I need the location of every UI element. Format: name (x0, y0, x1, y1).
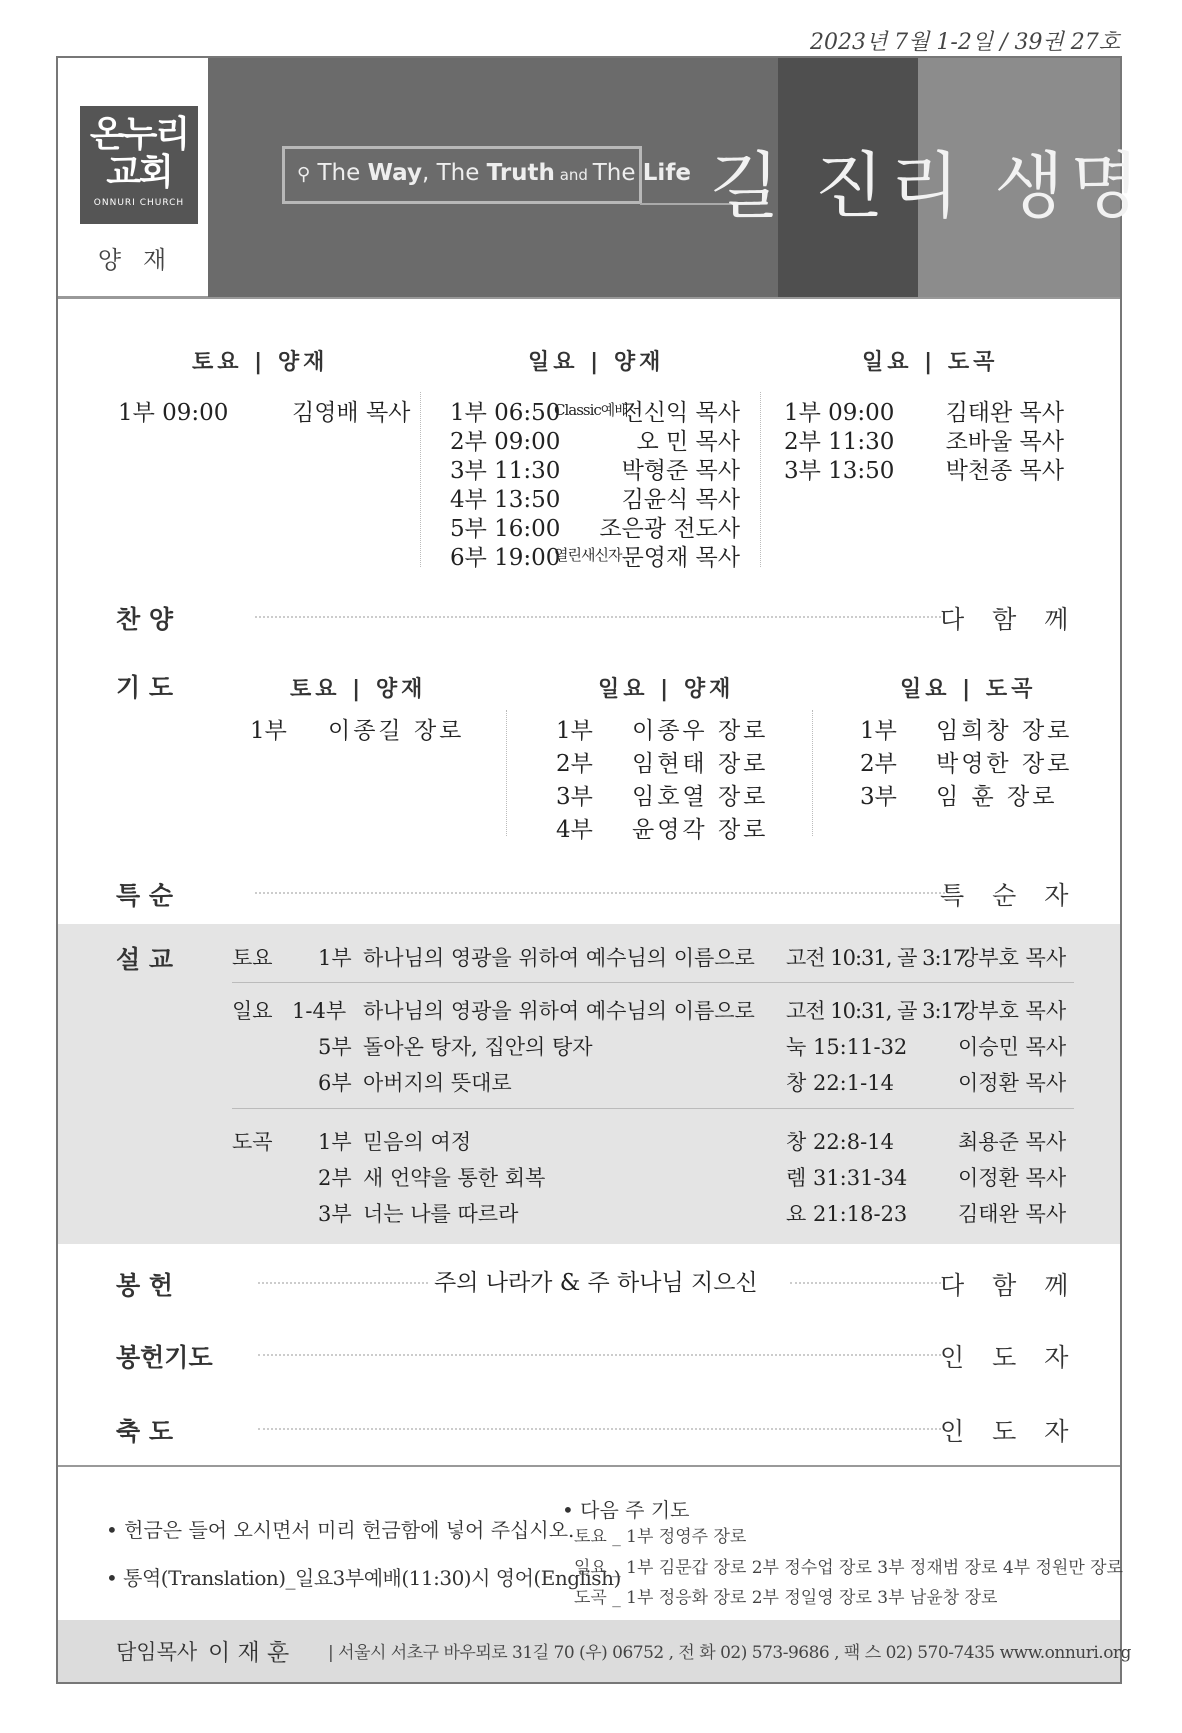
sermon-sun-list (232, 995, 1074, 1103)
campus-name: 양재 (97, 246, 189, 274)
prayer-part: 1부 (250, 718, 287, 744)
translation-note: • 통역(Translation)_일요3부예배(11:30)시 영어(English) (106, 1566, 621, 1590)
dotted-leader (258, 1354, 945, 1356)
sermon-title: 하나님의 영광을 위하여 예수님의 이름으로 (363, 946, 755, 970)
benediction-label: 축 도 (116, 1417, 174, 1446)
sermon-dogok-list (232, 1126, 1074, 1234)
notes-divider (58, 1465, 1120, 1467)
issue-date: 2023년 7월 1-2일 / 39권 27호 (809, 30, 1120, 55)
list-item: 1부 06:50 Classic예배 전신익 목사 (450, 400, 740, 426)
prayer-sun-head: 일요 | 양재 (598, 677, 735, 702)
sermon-pastor: 강부호 목사 (958, 946, 1067, 970)
senior-pastor-label: 담임목사 (116, 1640, 198, 1664)
prayer-sun-list (556, 712, 776, 844)
benediction-value: 인 도 자 (940, 1417, 1079, 1446)
list-item: 5부 16:00 조은광 전도사 (450, 516, 740, 542)
column-divider (420, 392, 421, 567)
column-divider (812, 710, 813, 836)
service-time: 1부 09:00 (118, 400, 229, 426)
church-logo: 온누리 교회 ONNURI CHURCH (80, 106, 198, 224)
prayer-sat-head: 토요 | 양재 (290, 677, 427, 702)
bulletin-title: 길 진리 생명 (710, 144, 1146, 228)
table-row: 5부 돌아온 탕자, 집안의 탕자 눅 15:11-32 이승민 목사 (318, 1035, 1067, 1059)
list-item: 2부 임현태 장로 (556, 751, 769, 777)
sun-yangjae-head: 일요 | 양재 (528, 350, 665, 375)
list-item: 3부 임 훈 장로 (860, 784, 1058, 810)
sermon-part: 1부 (318, 946, 352, 970)
list-item: 3부 임호열 장로 (556, 784, 769, 810)
next-prayer-title: • 다음 주 기도 (562, 1498, 690, 1522)
list-item: 1부 이종우 장로 (556, 718, 769, 744)
sermon-label: 설 교 (116, 945, 174, 974)
list-item: 4부 13:50 김윤식 목사 (450, 487, 740, 513)
sun-dogok-head: 일요 | 도곡 (862, 350, 999, 375)
slogan: ⚲ The Way, The Truth and The Life (282, 146, 642, 204)
list-item: 2부 박영한 장로 (860, 751, 1073, 777)
list-item: 4부 윤영각 장로 (556, 817, 769, 843)
church-logo-panel (58, 58, 208, 298)
praise-label: 찬 양 (116, 605, 174, 634)
list-item: 2부 11:30 조바울 목사 (784, 429, 1064, 455)
dotted-leader (258, 1282, 428, 1284)
dotted-leader (255, 616, 945, 618)
column-divider (760, 392, 761, 567)
special-value: 특 순 자 (940, 881, 1079, 910)
list-item: 2부 09:00 오 민 목사 (450, 429, 740, 455)
sermon-group-sun: 일요 (232, 999, 273, 1023)
sermon-group-dogok: 도곡 (232, 1130, 273, 1154)
table-row: 1부 믿음의 여정 창 22:8-14 최용준 목사 (318, 1130, 1067, 1154)
dogok-service-list (784, 394, 1064, 484)
next-prayer-sat: 토요 _ 1부 정영주 장로 (574, 1527, 747, 1547)
sermon-group-sat: 토요 (232, 946, 273, 970)
offering-prayer-value: 인 도 자 (940, 1343, 1079, 1372)
next-prayer-sun: 일요 _ 1부 김문갑 장로 2부 정수업 장로 3부 정재범 장로 4부 정원만 장로 (574, 1558, 1123, 1578)
special-label: 특 순 (116, 881, 174, 910)
column-divider (506, 710, 507, 836)
church-address: | 서울시 서초구 바우뫼로 31길 70 (우) 06752 , 전 화 02) 573-9686 , 팩 스 02) 570-7435 www.onnuri.org (328, 1643, 1131, 1663)
offering-song: 주의 나라가 & 주 하나님 지으신 (434, 1270, 758, 1296)
senior-pastor-name: 이 재 훈 (208, 1640, 290, 1666)
table-row: 3부 너는 나를 따르라 요 21:18-23 김태완 목사 (318, 1202, 1067, 1226)
sermon-divider (232, 982, 1074, 983)
prayer-dogok-head: 일요 | 도곡 (900, 677, 1037, 702)
table-row: 2부 새 언약을 통한 회복 렘 31:31-34 이정환 목사 (318, 1166, 1067, 1190)
prayer-label: 기 도 (116, 673, 174, 702)
table-row: 1-4부 하나님의 영광을 위하여 예수님의 이름으로 고전 10:31, 골 3:17 강부호 목사 (292, 999, 1067, 1023)
list-item: 3부 13:50 박천종 목사 (784, 458, 1064, 484)
service-pastor: 김영배 목사 (292, 400, 411, 426)
search-icon: ⚲ (297, 164, 311, 185)
list-item: 6부 19:00 열린새신자 문영재 목사 (450, 545, 740, 571)
offering-value: 다 함 께 (940, 1271, 1079, 1300)
sermon-divider (232, 1108, 1074, 1109)
prayer-name: 이종길 장로 (328, 718, 465, 744)
dotted-leader (255, 892, 945, 894)
dotted-leader (258, 1428, 945, 1430)
header-divider (58, 297, 1120, 299)
next-prayer-dogok: 도곡 _ 1부 정응화 장로 2부 정일영 장로 3부 남윤창 장로 (574, 1588, 998, 1608)
sermon-ref: 고전 10:31, 골 3:17 (786, 946, 966, 970)
list-item: 3부 11:30 박형준 목사 (450, 458, 740, 484)
footer (58, 1620, 1131, 1682)
offering-prayer-label: 봉헌기도 (116, 1343, 213, 1372)
prayer-dogok-list (860, 712, 1080, 811)
sun-service-list (450, 394, 740, 571)
praise-value: 다 함 께 (940, 605, 1079, 634)
list-item: 1부 09:00 김태완 목사 (784, 400, 1064, 426)
dotted-leader (790, 1282, 945, 1284)
offering-note: • 헌금은 들어 오시면서 미리 헌금함에 넣어 주십시오. (106, 1518, 575, 1542)
table-row: 6부 아버지의 뜻대로 창 22:1-14 이정환 목사 (318, 1071, 1067, 1095)
offering-label: 봉 헌 (116, 1271, 174, 1300)
sat-yangjae-head: 토요 | 양재 (192, 350, 329, 375)
list-item: 1부 임희창 장로 (860, 718, 1073, 744)
